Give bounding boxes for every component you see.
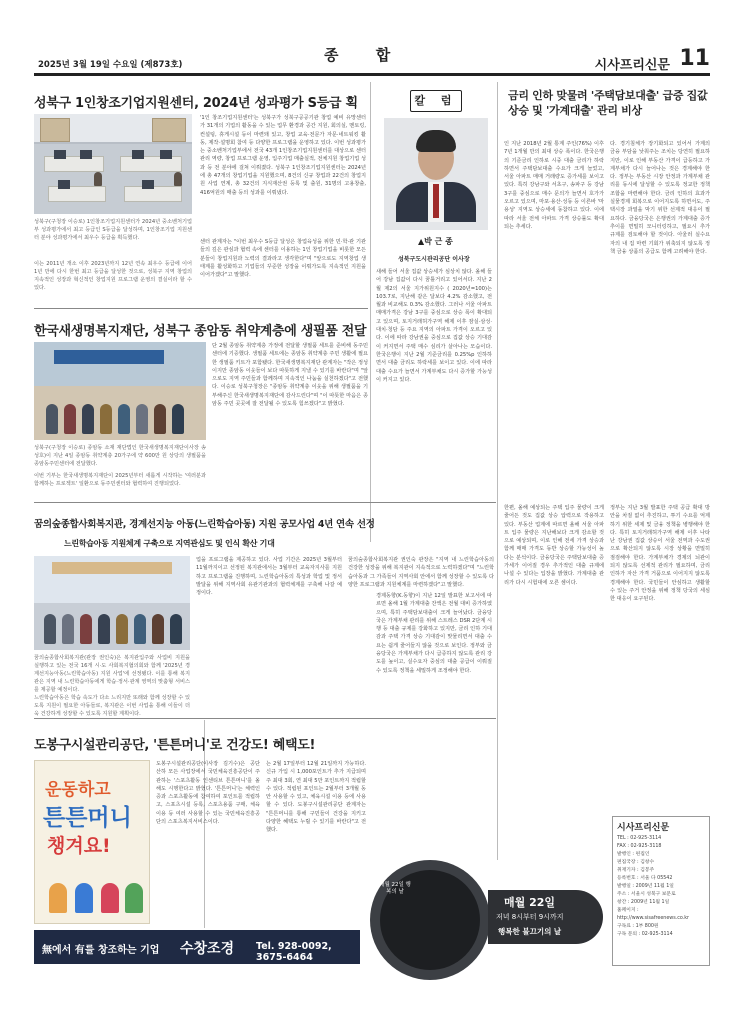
article4-headline: 도봉구시설관리공단, '튼튼머니'로 건강도! 혜택도! (34, 738, 316, 753)
info-line: 구독료 : 1부 800원 (617, 924, 659, 929)
info-line: 발행인 : 편집인 (617, 852, 650, 857)
columnist-role: 성북구도시관리공단 이사장 (398, 256, 470, 263)
article1-photo (34, 114, 192, 214)
column-right-body-2: 한편, 올해 예상되는 주택 입주 물량이 크게 줄어든 것도 집값 상승 압력으로 작용하고 있다. 부동산 업계에 따르면 올해 서울 아파트 입주 물량은 지난해보다 크게 감소할 것으로 예상되며, 이로 인해 전세 가격 상승과 함께 매매 가격도 동반 상승할 가능성이 높다는 분석이다. 금융당국은 주택담보대출 증가세가 이어질 경우 추가적인 대출 규제에 나설 수 있다는 입장을 밝혔다. 가계대출 관리가 다시 시험대에 오른 셈이다. (504, 505, 604, 586)
article2-body: 단 2월 종암동 취약계층 가정에 전달할 생필품 세트를 준비해 동주민센터에 기증했다. 생필품 세트에는 종암동 취약계층 주민 생활에 필요한 생필품 키트가 포함됐다. 한국새생명복지재단 관계자는 "작은 정성이지만 종암동 이웃들이 보다 따뜻하게 지낼 수 있기를 바란다"며 "앞으로도 지역 주민들과 함께하며 지속적인 나눔을 실천하겠다"고 전했다. 이승로 성북구청장은 "종암동 취약계층 이웃을 위해 생필품을 기부해주신 한국새생명복지재단에 감사드린다"며 "이 따뜻한 마음은 종암동 주민 곳곳에 잘 전달될 수 있도록 힘쓰겠다"고 밝혔다. (212, 343, 368, 408)
article2-photo (34, 342, 206, 440)
column-badge: 칼 럼 (410, 90, 462, 112)
info-line: 편집국장 : 김창수 (617, 860, 655, 865)
column-divider (370, 82, 371, 542)
energy-campaign-ad (370, 860, 603, 964)
info-line: 창간 : 2009년 11월 1일 (617, 900, 670, 905)
article3-caption-2: 느린학습아동은 학습 속도가 다소 느리지만 또래와 함께 성장할 수 있도록 지원이 필요한 아동들로, 복지관은 이번 사업을 통해 이들이 더욱 건강하게 성장할 수 있도록 지원할 계획이다. (34, 695, 190, 716)
info-line: FAX : 02-925-3118 (617, 844, 662, 849)
article1-caption-2: 이는 2011년 개소 이후 2023년까지 12년 연속 최우수 등급에 이어 1년 만에 다시 한번 최고 등급을 달성한 것으로, 성북구 지역 창업의 지속적인 성장과 혁신적인 창업지원 프로그램 운영의 결실이라 할 수 있다. (34, 261, 192, 291)
page-number: 11 (679, 46, 710, 71)
masthead (34, 40, 710, 76)
info-line: 구독 문의 : 02-925-3114 (617, 932, 673, 937)
article2-caption: 성북구(구청장 이승로) 종암동 소재 재단법인 한국새생명복지재단이사장 송성호)이 지난 4일 종암동 취약계층 20가구에 약 600만 원 상당의 생필품을 종암동주민센터에 전달했다. (34, 445, 206, 467)
clock-ad-line-1: 매월 22일 (504, 896, 556, 909)
info-line: 발행일 : 2009년 11월 1일 (617, 884, 674, 889)
clock-ad-line-2: 저녁 8시부터 9시까지 (496, 913, 564, 921)
article3-caption: 꿈의숲종합사회복지관(관장 권인숙)은 복지관입주와 사업비 지원을 실행하고 있는 전국 16개 시·도 사회복지협의회와 함께 '2025년 경계선지능아동(느린학습아동) 지원 사업'에 선정됐다. 이를 통해 복지관은 지역 내 느린학습아동에게 학습·정서·관계 영역의 맞춤형 서비스를 제공할 예정이다. (34, 655, 190, 693)
columnist-portrait (384, 118, 488, 230)
article3-photo (34, 556, 190, 650)
paper-name: 시사프리신문 (594, 58, 670, 73)
article4-body: 도봉구시설관리공단(이사장 김기수)은 공단 산하 모든 사업장에서 국민체육진흥공단이 주관하는 '스포츠활동 인센티브 튼튼머니'를 올해도 시행한다고 밝혔다. '튼튼머니'는 체력인증과 스포츠활동에 참여하여 포인트를 적립하고, 스포츠시설 등록, 스포츠용품 구매, 체육 이용 등 여러 사용할 수 있는 국민체육진흥공단의 스포츠복지서비스이다. (156, 761, 260, 826)
ad-line-1: 無에서 有를 창조하는 기업 (42, 945, 160, 956)
ad-line-3: Tel. 928-0092, 3675-6464 (256, 941, 332, 963)
article4-body-2: 는 2월 17일부터 12월 21일까지 가능하다. 신규 가입 시 1,000포인트가 추가 지급되며 주 최대 3회, 연 최대 5만 포인트까지 적립할 수 있다. 적립된 포인트는 2월부터 3개월 동안 사용할 수 있고, 체육시설 이용 등에 사용할 수 있다. 도봉구시설관리공단 관계자는 "튼튼머니를 통해 구민들이 건강을 지키고 다양한 혜택도 누릴 수 있기를 바란다"고 전했다. (266, 761, 366, 834)
article1-body-2: 센터 관계자는 "이번 최우수 S등급 달성은 창업육성을 위한 민·학·관 기관들의 깊은 관심과 협력 속에 센터를 이용하는 1인 창업기업을 비롯한 모든 분들이 창업지원과 노력의 결과라고 생각한다"며 "앞으로도 지역창업 생태계를 활성화하고 기업들의 꾸준한 성장을 이뤄가도록 지속적인 지원을 이어가겠다"고 말했다. (200, 239, 366, 279)
article1-body: '1인 창조기업지원센터'는 성북구가 성북구공공기관 창업 예비 유망센터가 31개의 기업의 활동을 수 있는 업무 환경과 공간 지원, 회의실, 멘토링, 컨설팅, 휴게시설 등이 마련돼 있고, 창업 교육·전문가 자문·네트워킹 활동, 제작·설명회 참여 등 다양한 프로그램을 운영하고 있다. 이번 성과평가는 중소벤처기업부에서 전국 43개 1인창조기업지원센터를 대상으로 센터 관리 역량, 창업 프로그램 운영, 입주기업 매출실적, 전체지원 창업기업 성과 등 전 분야에 걸쳐 이뤄졌다. 성북구 1인창조기업지원센터는 2024년에 총 47개의 창업기업을 지원했으며, 8건의 신규 창업과 22건의 창업지원 사업 연계, 총 32건의 지식재산권 등록 및 출원, 31명의 고용창출, 416억원의 매출 등의 성과를 이뤄냈다. (200, 115, 366, 196)
poster-line-2: 튼튼머니 (43, 805, 132, 831)
info-line: 취재기자 : 김봉주 (617, 868, 655, 873)
article1-caption: 성북구(구청장 이승로) 1인창조기업지원센터가 2024년 중소벤처기업부 성과평가에서 최고 등급인 S등급을 달성하며, 1인창조기업 지원센터 분야 성과평가에서 최우수 등급을 획득했다. (34, 219, 192, 241)
article3-headline: 꿈의숲종합사회복지관, 경계선지능 아동(느린학습아동) 지원 공모사업 4년 연속 선정 (34, 519, 375, 530)
info-line: TEL : 02-925-3114 (617, 836, 662, 841)
clock-ad-line-3: 행복한 불끄기의 날 (498, 927, 562, 936)
column-divider (497, 82, 498, 962)
column-right-body-3: 다. 경기침체가 장기화되고 있어서 가계의 금융 부담을 낮춰주는 조치는 당연히 필요하지만, 이로 인해 부동산 가격이 급등하고 가계부채가 다시 늘어나는 것은 경계해야 한다. 정부는 부동산 시장 안정과 가계부채 관리를 동시에 달성할 수 있도록 정교한 정책 조합을 마련해야 한다. 금리 인하의 효과가 실물경제 회복으로 이어지도록 하면서도, 주택시장 과열을 막기 위한 선제적 대응이 필요하다. 금융당국은 은행권의 가계대출 증가 추이를 면밀히 모니터링하고, 필요시 추가 규제를 검토해야 할 것이다. 아울러 실수요자의 내 집 마련 기회가 위축되지 않도록 정책 금융 상품의 공급도 함께 고려해야 한다. (610, 141, 710, 255)
article1-headline: 성북구 1인창조기업지원센터, 2024년 성과평가 S등급 획 (34, 96, 358, 111)
info-line: 등록번호 : 서울 다 05542 (617, 876, 673, 881)
column-body: 새해 들어 서울 집값 상승세가 심상치 않다. 올해 들어 강남 집값이 다시 꿈틀거리고 있어서다. 지난 2월 제2의 서울 지가위원지수 ( 2020년=100)는 103.7로, 지난해 같은 달보다 4.2% 감소했고, 전월과 비교해도 0.3% 감소했다. 그러나 서울 아파트 매매가격은 강남 3구를 중심으로 상승 폭이 확대되고 있으며, 토지거래허가구역 해제 이후 잠실·삼성·대치·청담 등 주요 지역의 아파트 가격이 오르고 있다. 이에 따라 강남권을 중심으로 집값 상승 기대감이 커지면서 주택 매수 심리가 살아나는 모습이다. 한국은행이 지난 2월 기준금리를 0.25%p 인하하면서 대출 금리도 하락세를 보이고 있다. 이에 따라 대출 수요가 늘면서 가계부채도 다시 증가할 가능성이 커지고 있다. (376, 269, 492, 383)
columnist-name: ▲박 근 종 (418, 237, 453, 246)
article4-poster (34, 760, 150, 924)
advertisement-banner (34, 930, 360, 964)
poster-line-3: 챙겨요! (47, 835, 111, 857)
info-line: 주소 : 서울시 성북구 보문로 (617, 892, 676, 897)
article2-headline: 한국새생명복지재단, 성북구 종암동 취약계층에 생필품 전달 (34, 324, 367, 339)
section-divider (34, 308, 368, 309)
column-right-body-4: 정부는 지난 3월 발표한 주택 공급 확대 방안을 차질 없이 추진하고, 투기 수요를 억제하기 위한 세제 및 금융 정책을 병행해야 한다. 특히 토지거래허가구역 해제 이후 나타난 강남권 집값 상승이 서울 전역과 수도권으로 확산되지 않도록 시장 상황을 면밀히 점검해야 한다. 가계부채가 경제의 뇌관이 되지 않도록 선제적 관리가 필요하며, 금리 인하가 자산 가격 거품으로 이어지지 않도록 경계해야 한다. 국민들이 안심하고 생활할 수 있는 주거 안정을 위해 정책 당국의 세심한 대응이 요구된다. (610, 505, 710, 603)
poster-line-1: 운동하고 (45, 780, 111, 800)
publisher-logo: 시사프리신문 (617, 823, 670, 833)
info-line: 홈페이지 : http://www.sisafreenews.co.kr (617, 908, 689, 921)
column-headline: 금리 인하 맞물려 '주택담보대출' 급증 집값 상승 및 '가계대출' 관리 비상 (508, 89, 708, 117)
section-title: 종 합 (324, 46, 407, 64)
ad-line-2: 수창조경 (180, 941, 235, 957)
issue-date: 2025년 3월 19일 수요일 (제873호) (38, 60, 183, 70)
article3-body-2: 꿈의숲종합사회복지관 권인숙 관장은 "지역 내 느린학습아동의 건강한 성장을 위해 복지관이 지속적으로 노력하겠다"며 "느린학습아동과 그 가족들이 지역사회 안에서 함께 성장할 수 있도록 다양한 프로그램과 지원체계를 마련하겠다"고 말했다. (348, 557, 494, 588)
article2-caption-2: 이번 기부는 한국새생명복지재단이 2025년부터 새롭게 시작하는 '여러분과 함께하는 프로젝트' 일환으로 동주민센터와 협력하여 진행되었다. (34, 473, 206, 487)
publisher-info-box (612, 816, 710, 966)
clock-ad-badge: 매월 22일 행복의 날 (379, 882, 411, 895)
article3-subhead: 느린학습아동 지원체계 구축으로 지역관심도 및 인식 확산 기대 (64, 538, 275, 548)
article3-body: 업을 프로그램을 제공하고 있다. 사업 기간은 2025년 3월부터 11월까지이고 선정된 복지관에서는 3월부터 교육자지사를 지원하고 프로그램을 진행하며, 느린학습아동의 특성과 학업 및 정서발달을 위해 지역사회 유관기관과의 협력체계를 구축해 나갈 예정이다. (196, 557, 342, 597)
column-right-body: 인 지난 2018년 2월 통계 주인(76%) 이후 7년 1개월 만의 최대 상승 폭이다. 한국은행의 기준금리 인하로 시중 대출 금리가 하락하면서 주택담보대출 수요가 크게 늘었고, 서울 아파트 매매 거래량도 증가세를 보이고 있다. 특히 강남구와 서초구, 송파구 등 강남 3구를 중심으로 매수 문의가 늘면서 호가가 오르고 있으며, 마포·용산·성동 등 이른바 '마용성' 지역도 상승세에 동참하고 있다. 이에 따라 서울 전체 아파트 가격 상승률도 확대되는 추세다. (504, 141, 604, 230)
column-body-2: 경제동향(K.동향)이 지난 12일 발표한 보고서에 따르면 올해 1월 가계대출 잔액은 전월 대비 증가하였으며, 특히 주택담보대출이 크게 늘어났다. 금융당국은 가계부채 관리를 위해 스트레스 DSR 2단계 시행 등 대출 규제를 강화하고 있지만, 금리 인하 기대감과 주택 가격 상승 기대감이 맞물리면서 대출 수요는 쉽게 줄어들지 않을 것으로 보인다. 정부와 금융당국은 가계부채가 다시 급증하지 않도록 관리 강도를 높이고, 실수요자 중심의 대출 공급이 이뤄질 수 있도록 정책을 세밀하게 조정해야 한다. (376, 593, 492, 674)
